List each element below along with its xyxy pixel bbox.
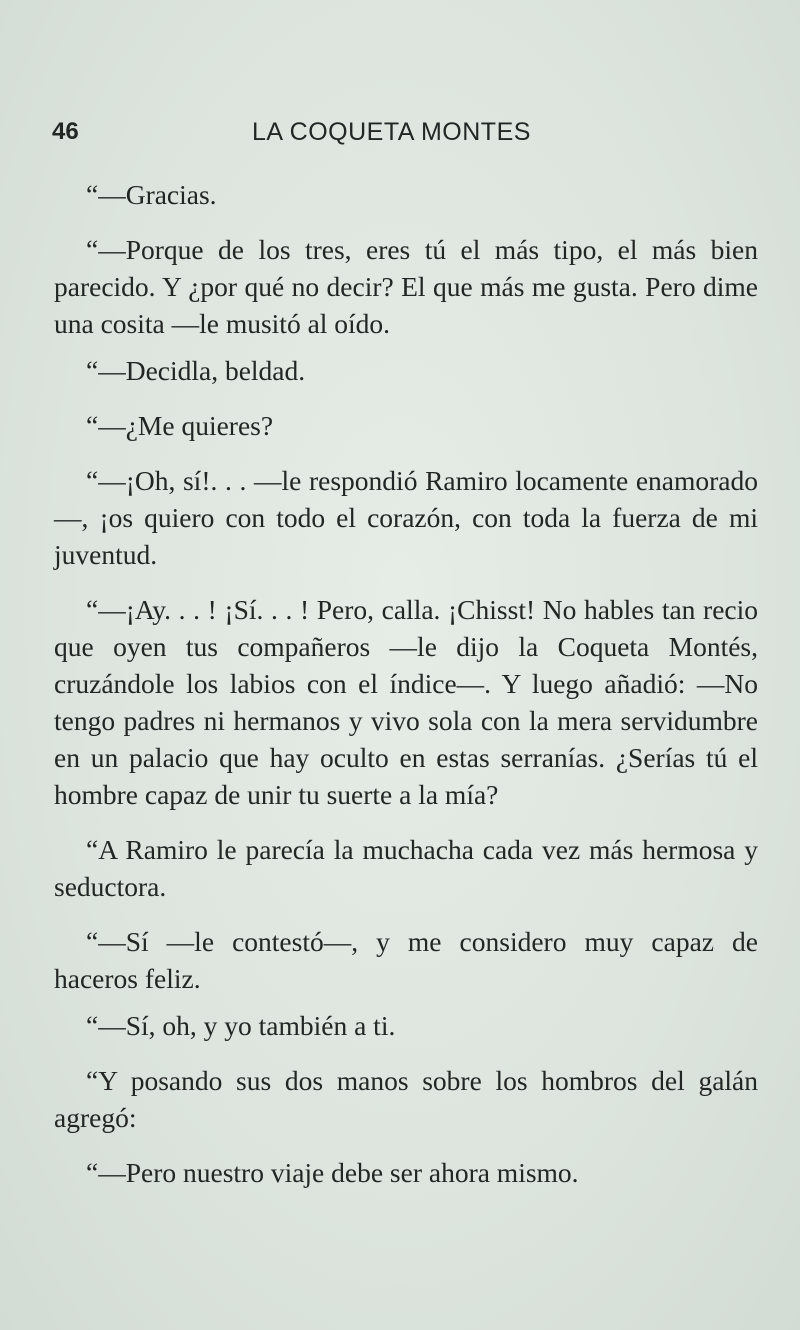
paragraph: “—Porque de los tres, eres tú el más tipo, el más bien parecido. Y ¿por qué no decir? El que más me gusta. Pero dime una cosita —le musitó al oído. [54, 234, 758, 339]
body-text [54, 176, 758, 1191]
paragraph: “—¿Me quieres? [86, 410, 274, 441]
page-header [52, 118, 752, 154]
paragraph: “—Sí, oh, y yo también a ti. [86, 1010, 396, 1041]
paragraph: “—Sí —le contestó—, y me considero muy capaz de haceros feliz. [54, 926, 758, 994]
paragraph: “Y posando sus dos manos sobre los hombros del galán agregó: [54, 1065, 758, 1133]
paragraph: “—¡Ay. . . ! ¡Sí. . . ! Pero, calla. ¡Chisst! No hables tan recio que oyen tus compañeros —le dijo la Coqueta Montés, cruzándole los labios con el índice—. Y luego añadió: —No tengo padres ni hermanos y vivo sola con la mera servidumbre en un palacio que hay oculto en estas serranías. ¿Serías tú el hombre capaz de unir tu suerte a la mía? [54, 594, 758, 810]
paragraph: “—Decidla, beldad. [86, 355, 306, 386]
paragraph: “—Gracias. [86, 179, 217, 210]
running-title: LA COQUETA MONTES [252, 118, 531, 146]
paragraph: “—Pero nuestro viaje debe ser ahora mismo. [86, 1157, 579, 1188]
paragraph: “—¡Oh, sí!. . . —le respondió Ramiro locamente enamorado—, ¡os quiero con todo el corazón, con toda la fuerza de mi juventud. [54, 465, 758, 570]
paragraph: “A Ramiro le parecía la muchacha cada vez más hermosa y seductora. [54, 834, 758, 902]
page-number: 46 [52, 118, 79, 145]
